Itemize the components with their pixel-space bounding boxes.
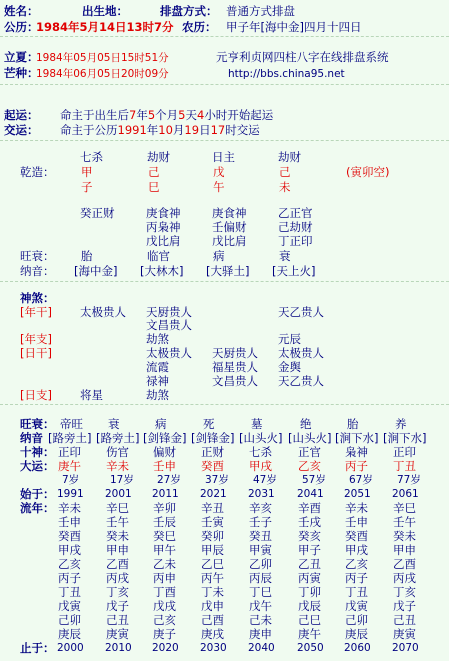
dayun-start-year: 2041 [297,488,324,500]
shensha-item: 劫煞 [146,332,169,346]
liunian-item: 乙酉 [106,557,129,571]
liunian-label: 流年： [20,501,55,515]
dayun-age: 77岁 [397,474,421,486]
liunian-item: 丁卯 [298,585,321,599]
dayun-pillar: 庚午 [58,459,81,473]
dayun-nayin: [山头火] [239,431,283,445]
liunian-item: 丙子 [58,571,81,585]
canggan-hour-3: 丁正印 [278,234,313,248]
stem-year: 甲 [81,165,93,179]
qiyun-label: 起运： [4,108,39,122]
liunian-item: 辛未 [58,501,81,515]
liunian-item: 己巳 [298,613,321,627]
dayun-nayin: [涧下水] [335,431,379,445]
liunian-item: 壬午 [393,515,416,529]
dayun-age: 27岁 [157,474,181,486]
liunian-item: 庚寅 [106,627,129,641]
dayun-pillar: 丙子 [345,459,368,473]
divider [0,36,449,37]
dayun-start-year: 1991 [57,488,84,500]
liunian-item: 辛卯 [153,501,176,515]
dayun-shishen: 七杀 [249,445,272,459]
liunian-item: 丙寅 [298,571,321,585]
liunian-item: 壬寅 [201,515,224,529]
shensha-item: 太极贵人 [278,346,324,360]
shensha-row-label: [日支] [20,388,52,402]
liunian-item: 壬午 [106,515,129,529]
dayun-shishen: 正财 [201,445,224,459]
shensha-item: 元辰 [278,332,301,346]
liunian-item: 庚午 [298,627,321,641]
liunian-item: 丁丑 [345,585,368,599]
birthplace-label: 出生地： [82,4,128,18]
name-label: 姓名： [4,4,39,18]
qianzao-label: 乾造： [20,165,55,179]
liunian-item: 壬辰 [153,515,176,529]
liunian-item: 丁未 [201,585,224,599]
shensha-item: 天乙贵人 [278,305,324,319]
liunian-item: 甲午 [153,543,176,557]
liunian-item: 己卯 [345,613,368,627]
canggan-day-3: 戊比肩 [212,234,247,248]
dayun-pillar: 甲戌 [249,459,272,473]
shensha-item: 太极贵人 [146,346,192,360]
liunian-item: 癸未 [106,529,129,543]
dayun-end-label: 止于： [20,641,55,655]
nayin-label: 纳音： [20,264,55,278]
stem-day: 戊 [213,165,225,179]
liunian-item: 戊午 [249,599,272,613]
liunian-item: 甲戌 [345,543,368,557]
dayun-pillar: 辛未 [106,459,129,473]
liunian-item: 甲子 [298,543,321,557]
canggan-hour-2: 己劫财 [278,220,313,234]
liunian-item: 丙午 [201,571,224,585]
liunian-item: 乙亥 [58,557,81,571]
wangshuai-label: 旺衰： [20,249,55,263]
dayun-pillar: 癸酉 [201,459,224,473]
branch-year: 子 [81,180,93,194]
branch-day: 午 [213,180,225,194]
dayun-nayin: [路旁土] [48,431,92,445]
nayin-hour: [天上火] [272,264,316,278]
liunian-item: 甲寅 [249,543,272,557]
method-value: 普通方式排盘 [226,4,295,18]
dayun-shishen: 伤官 [106,445,129,459]
dayun-wangshuai: 墓 [251,417,263,431]
liunian-item: 壬戌 [298,515,321,529]
liunian-item: 辛丑 [201,501,224,515]
shensha-item: 文昌贵人 [146,318,192,332]
liunian-item: 己丑 [106,613,129,627]
dayun-end-year: 2020 [152,642,179,654]
canggan-day-1: 庚食神 [212,206,247,220]
shensha-item: 流霞 [146,360,169,374]
nayin-year: [海中金] [74,264,118,278]
liunian-item: 甲申 [106,543,129,557]
liunian-item: 丁亥 [393,585,416,599]
mangzhong-label: 芒种： [4,66,39,80]
liunian-item: 乙酉 [393,557,416,571]
kongwang: (寅卯空) [346,165,390,179]
dayun-wangshuai: 衰 [108,417,120,431]
shensha-label: 神煞： [20,291,55,305]
dayun-end-year: 2040 [248,642,275,654]
dayun-end-year: 2060 [344,642,371,654]
shensha-item: 金舆 [278,360,301,374]
liunian-item: 癸酉 [58,529,81,543]
dayun-shishen: 正官 [298,445,321,459]
shensha-item: 将星 [80,388,103,402]
branch-hour: 未 [279,180,291,194]
shensha-item: 天厨贵人 [212,346,258,360]
liunian-item: 己未 [249,613,272,627]
liunian-item: 癸亥 [298,529,321,543]
dayun-start-year: 2021 [200,488,227,500]
stem-month: 己 [148,165,160,179]
liunian-item: 癸酉 [345,529,368,543]
liunian-item: 戊寅 [58,599,81,613]
liunian-item: 癸卯 [201,529,224,543]
divider [0,281,449,282]
dayun-wangshuai: 胎 [347,417,359,431]
dayun-shishen: 正印 [393,445,416,459]
dayun-age: 37岁 [205,474,229,486]
wangshuai-day: 病 [213,249,225,263]
wangshuai-year: 胎 [81,249,93,263]
liunian-item: 丁亥 [106,585,129,599]
dayun-nayin-label: 纳音 [20,431,43,445]
dayun-pillar: 乙亥 [298,459,321,473]
liunian-item: 己酉 [201,613,224,627]
dayun-label: 大运： [20,459,55,473]
liunian-item: 庚辰 [58,627,81,641]
liunian-item: 丙子 [345,571,368,585]
liunian-item: 壬申 [345,515,368,529]
jiaoyun-text: 命主于公历1991年10月19日17时交运 [60,123,260,137]
method-label: 排盘方式： [160,4,218,18]
liunian-item: 癸巳 [153,529,176,543]
canggan-month-1: 庚食神 [146,206,181,220]
dayun-shishen-label: 十神： [20,445,55,459]
liunian-item: 庚子 [153,627,176,641]
solar-date: 1984年5月14日13时7分 [36,20,174,34]
dayun-age: 47岁 [253,474,277,486]
dayun-nayin: [剑锋金] [191,431,235,445]
dayun-end-year: 2050 [297,642,324,654]
dayun-pillar: 丁丑 [393,459,416,473]
nayin-day: [大驿土] [206,264,250,278]
dayun-start-year: 2011 [152,488,179,500]
shishen-year: 七杀 [80,150,103,164]
dayun-start-label: 始于： [20,487,55,501]
dayun-start-year: 2001 [105,488,132,500]
mangzhong-value: 1984年06月05日20时09分 [36,68,169,80]
dayun-age: 57岁 [302,474,326,486]
divider [0,84,449,85]
liunian-item: 戊辰 [298,599,321,613]
liunian-item: 戊申 [201,599,224,613]
liunian-item: 辛巳 [393,501,416,515]
shensha-item: 天乙贵人 [278,374,324,388]
liunian-item: 戊子 [393,599,416,613]
dayun-nayin: [路旁土] [96,431,140,445]
wangshuai-month: 临官 [147,249,170,263]
liunian-item: 庚寅 [393,627,416,641]
canggan-year-1: 癸正财 [80,206,115,220]
wangshuai-hour: 衰 [279,249,291,263]
liunian-item: 辛酉 [298,501,321,515]
dayun-start-year: 2051 [344,488,371,500]
dayun-wangshuai-label: 旺衰： [20,417,55,431]
liunian-item: 癸丑 [249,529,272,543]
liunian-item: 乙卯 [249,557,272,571]
dayun-nayin: [涧下水] [383,431,427,445]
liunian-item: 庚申 [249,627,272,641]
shensha-item: 福星贵人 [212,360,258,374]
shishen-hour: 劫财 [278,150,301,164]
liunian-item: 丙戌 [393,571,416,585]
shensha-item: 禄神 [146,374,169,388]
site-url[interactable]: http://bbs.china95.net [228,68,345,80]
liunian-item: 乙亥 [345,557,368,571]
shensha-item: 文昌贵人 [212,374,258,388]
liunian-item: 辛巳 [106,501,129,515]
lunar-date: 甲子年[海中金]四月十四日 [226,20,362,34]
branch-month: 巳 [148,180,160,194]
liunian-item: 乙巳 [201,557,224,571]
dayun-start-year: 2031 [248,488,275,500]
dayun-end-year: 2010 [105,642,132,654]
lixia-value: 1984年05月05日15时51分 [36,52,169,64]
liunian-item: 壬申 [58,515,81,529]
site-name: 元亨利贞网四柱八字在线排盘系统 [216,50,389,64]
dayun-end-year: 2030 [200,642,227,654]
liunian-item: 乙丑 [298,557,321,571]
shensha-row-label: [日干] [20,346,52,360]
liunian-item: 庚戌 [201,627,224,641]
dayun-pillar: 壬申 [153,459,176,473]
liunian-item: 丙辰 [249,571,272,585]
dayun-wangshuai: 死 [203,417,215,431]
dayun-shishen: 偏财 [153,445,176,459]
liunian-item: 丁酉 [153,585,176,599]
shensha-item: 劫煞 [146,388,169,402]
jiaoyun-label: 交运： [4,123,39,137]
dayun-shishen: 枭神 [345,445,368,459]
liunian-item: 甲戌 [58,543,81,557]
canggan-month-3: 戊比肩 [146,234,181,248]
dayun-age: 7岁 [62,474,80,486]
shishen-day: 日主 [212,150,235,164]
dayun-end-year: 2000 [57,642,84,654]
divider [0,404,449,405]
shensha-row-label: [年干] [20,305,52,319]
dayun-wangshuai: 养 [395,417,407,431]
lixia-label: 立夏： [4,50,39,64]
liunian-item: 乙未 [153,557,176,571]
dayun-wangshuai: 绝 [300,417,312,431]
liunian-item: 壬子 [249,515,272,529]
dayun-wangshuai: 病 [155,417,167,431]
shensha-item: 天厨贵人 [146,305,192,319]
dayun-nayin: [剑锋金] [143,431,187,445]
dayun-nayin: [山头火] [288,431,332,445]
shensha-row-label: [年支] [20,332,52,346]
solar-label: 公历： [4,20,39,34]
liunian-item: 己亥 [153,613,176,627]
stem-hour: 己 [279,165,291,179]
dayun-shishen: 正印 [58,445,81,459]
dayun-end-year: 2070 [392,642,419,654]
liunian-item: 癸未 [393,529,416,543]
shishen-month: 劫财 [147,150,170,164]
canggan-day-2: 壬偏财 [212,220,247,234]
dayun-age: 17岁 [110,474,134,486]
dayun-start-year: 2061 [392,488,419,500]
qiyun-text: 命主于出生后7年5个月5天4小时开始起运 [60,108,274,122]
liunian-item: 己丑 [393,613,416,627]
liunian-item: 丁巳 [249,585,272,599]
liunian-item: 甲申 [393,543,416,557]
liunian-item: 辛亥 [249,501,272,515]
liunian-item: 戊戌 [153,599,176,613]
canggan-month-2: 丙枭神 [146,220,181,234]
canggan-hour-1: 乙正官 [278,206,313,220]
liunian-item: 己卯 [58,613,81,627]
liunian-item: 戊寅 [345,599,368,613]
nayin-month: [大林木] [140,264,184,278]
liunian-item: 辛未 [345,501,368,515]
liunian-item: 丁丑 [58,585,81,599]
liunian-item: 甲辰 [201,543,224,557]
liunian-item: 丙申 [153,571,176,585]
divider [0,140,449,141]
liunian-item: 庚辰 [345,627,368,641]
liunian-item: 丙戌 [106,571,129,585]
liunian-item: 戊子 [106,599,129,613]
dayun-wangshuai: 帝旺 [60,417,83,431]
shensha-item: 太极贵人 [80,305,126,319]
dayun-age: 67岁 [349,474,373,486]
lunar-label: 农历： [182,20,217,34]
